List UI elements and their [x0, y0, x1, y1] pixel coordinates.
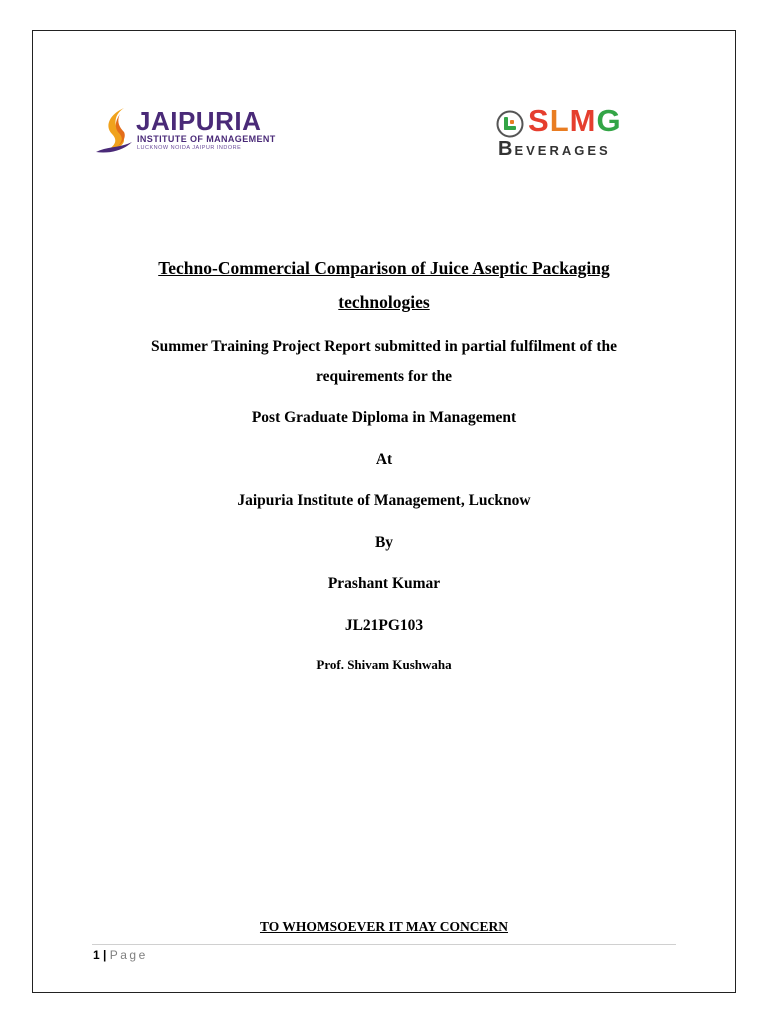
by-label: By — [374, 534, 394, 551]
footer-separator: | — [103, 948, 107, 962]
jaipuria-subtitle: INSTITUTE OF MANAGEMENT — [137, 134, 276, 144]
institute-name: Jaipuria Institute of Management, Lucknow — [237, 492, 531, 509]
at-label: At — [375, 451, 393, 468]
slmg-beverages — [498, 138, 611, 161]
author-name: Prashant Kumar — [327, 575, 441, 592]
subtitle-line-1: Summer Training Project Report submitted in partial fulfilment of the — [151, 338, 617, 355]
guide-name: Prof. Shivam Kushwaha — [316, 657, 452, 672]
beverages-initial: B — [498, 138, 515, 160]
jaipuria-flame-icon — [94, 106, 138, 158]
footer-divider — [92, 944, 676, 945]
jaipuria-logo — [94, 106, 276, 158]
jaipuria-name: JAIPURIA — [136, 106, 262, 136]
program-name: Post Graduate Diploma in Management — [251, 409, 517, 426]
document-title-line-1: Techno-Commercial Comparison of Juice Aseptic Packaging — [158, 258, 610, 278]
slmg-wordmark — [528, 104, 622, 138]
roll-number: JL21PG103 — [344, 617, 424, 634]
page-label: Page — [109, 948, 148, 962]
concern-heading: TO WHOMSOEVER IT MAY CONCERN — [259, 919, 509, 934]
beverages-rest: EVERAGES — [514, 143, 611, 158]
page-footer — [93, 948, 148, 962]
slmg-emblem-icon — [496, 110, 524, 138]
subtitle-line-2: requirements for the — [315, 368, 453, 385]
slmg-letter-m: M — [569, 103, 597, 138]
slmg-letter-g: G — [596, 103, 622, 138]
slmg-letter-l: L — [549, 103, 570, 138]
slmg-letter-s: S — [528, 103, 550, 138]
jaipuria-locations: LUCKNOW NOIDA JAIPUR INDORE — [137, 145, 242, 151]
slmg-logo — [496, 103, 641, 162]
document-title-line-2: technologies — [338, 292, 430, 312]
page-border — [32, 30, 736, 993]
page-number: 1 — [93, 948, 100, 962]
